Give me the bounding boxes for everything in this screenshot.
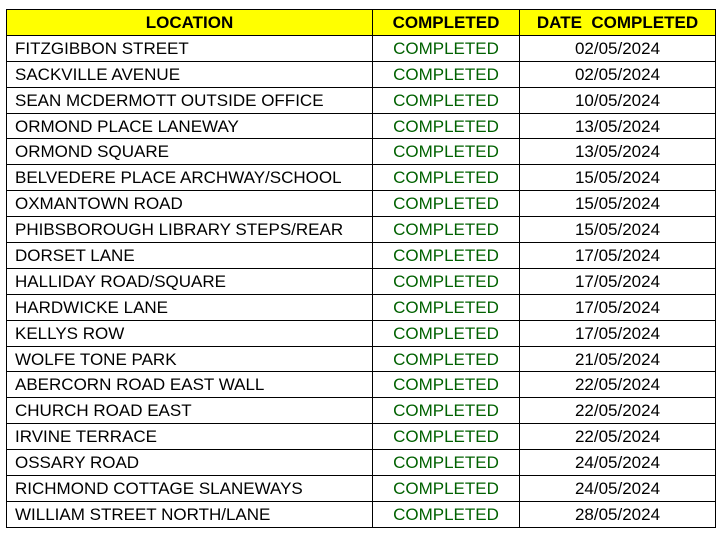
date-completed-cell: 22/05/2024 (520, 424, 716, 450)
table-row (7, 501, 716, 527)
location-cell: WOLFE TONE PARK (7, 346, 373, 372)
completed-status-cell: COMPLETED (373, 217, 520, 243)
date-completed-cell: 24/05/2024 (520, 476, 716, 502)
table-row (7, 398, 716, 424)
location-cell: PHIBSBOROUGH LIBRARY STEPS/REAR (7, 217, 373, 243)
date-completed-cell: 17/05/2024 (520, 320, 716, 346)
header-row (7, 10, 716, 36)
table-row (7, 424, 716, 450)
date-completed-cell: 15/05/2024 (520, 217, 716, 243)
date-completed-cell: 13/05/2024 (520, 113, 716, 139)
completed-status-cell: COMPLETED (373, 87, 520, 113)
completed-status-cell: COMPLETED (373, 398, 520, 424)
completed-status-cell: COMPLETED (373, 372, 520, 398)
location-cell: CHURCH ROAD EAST (7, 398, 373, 424)
location-cell: RICHMOND COTTAGE SLANEWAYS (7, 476, 373, 502)
date-completed-cell: 02/05/2024 (520, 61, 716, 87)
completed-status-cell: COMPLETED (373, 139, 520, 165)
completed-status-cell: COMPLETED (373, 35, 520, 61)
location-cell: SEAN MCDERMOTT OUTSIDE OFFICE (7, 87, 373, 113)
completed-status-cell: COMPLETED (373, 501, 520, 527)
table-body (7, 35, 716, 527)
date-completed-cell: 22/05/2024 (520, 398, 716, 424)
table-row (7, 35, 716, 61)
table-row (7, 87, 716, 113)
table-row (7, 61, 716, 87)
completed-status-cell: COMPLETED (373, 450, 520, 476)
table-row (7, 476, 716, 502)
table-row (7, 320, 716, 346)
table-row (7, 113, 716, 139)
location-cell: FITZGIBBON STREET (7, 35, 373, 61)
date-completed-cell: 28/05/2024 (520, 501, 716, 527)
table-row (7, 165, 716, 191)
date-completed-cell: 17/05/2024 (520, 243, 716, 269)
location-cell: HARDWICKE LANE (7, 294, 373, 320)
completed-status-cell: COMPLETED (373, 294, 520, 320)
location-cell: WILLIAM STREET NORTH/LANE (7, 501, 373, 527)
date-completed-cell: 17/05/2024 (520, 294, 716, 320)
header-completed: COMPLETED (373, 10, 520, 36)
location-cell: ABERCORN ROAD EAST WALL (7, 372, 373, 398)
location-cell: HALLIDAY ROAD/SQUARE (7, 268, 373, 294)
date-completed-cell: 24/05/2024 (520, 450, 716, 476)
table-row (7, 268, 716, 294)
completed-status-cell: COMPLETED (373, 424, 520, 450)
date-completed-cell: 17/05/2024 (520, 268, 716, 294)
completed-status-cell: COMPLETED (373, 191, 520, 217)
table-row (7, 294, 716, 320)
location-cell: DORSET LANE (7, 243, 373, 269)
completed-status-cell: COMPLETED (373, 165, 520, 191)
table-row (7, 191, 716, 217)
location-cell: BELVEDERE PLACE ARCHWAY/SCHOOL (7, 165, 373, 191)
date-completed-cell: 02/05/2024 (520, 35, 716, 61)
completed-status-cell: COMPLETED (373, 61, 520, 87)
table-row (7, 139, 716, 165)
location-cell: ORMOND SQUARE (7, 139, 373, 165)
completed-status-cell: COMPLETED (373, 346, 520, 372)
location-cell: ORMOND PLACE LANEWAY (7, 113, 373, 139)
completed-status-cell: COMPLETED (373, 320, 520, 346)
date-completed-cell: 22/05/2024 (520, 372, 716, 398)
date-completed-cell: 13/05/2024 (520, 139, 716, 165)
table-row (7, 217, 716, 243)
completed-status-cell: COMPLETED (373, 476, 520, 502)
completed-status-cell: COMPLETED (373, 243, 520, 269)
table-row (7, 372, 716, 398)
date-completed-cell: 21/05/2024 (520, 346, 716, 372)
table-row (7, 243, 716, 269)
date-completed-cell: 15/05/2024 (520, 191, 716, 217)
date-completed-cell: 10/05/2024 (520, 87, 716, 113)
table-row (7, 346, 716, 372)
locations-table (6, 9, 716, 528)
location-cell: SACKVILLE AVENUE (7, 61, 373, 87)
location-cell: IRVINE TERRACE (7, 424, 373, 450)
location-cell: OXMANTOWN ROAD (7, 191, 373, 217)
completed-status-cell: COMPLETED (373, 268, 520, 294)
completed-status-cell: COMPLETED (373, 113, 520, 139)
table-row (7, 450, 716, 476)
header-location: LOCATION (7, 10, 373, 36)
location-cell: KELLYS ROW (7, 320, 373, 346)
location-cell: OSSARY ROAD (7, 450, 373, 476)
header-date-completed: DATE COMPLETED (520, 10, 716, 36)
date-completed-cell: 15/05/2024 (520, 165, 716, 191)
